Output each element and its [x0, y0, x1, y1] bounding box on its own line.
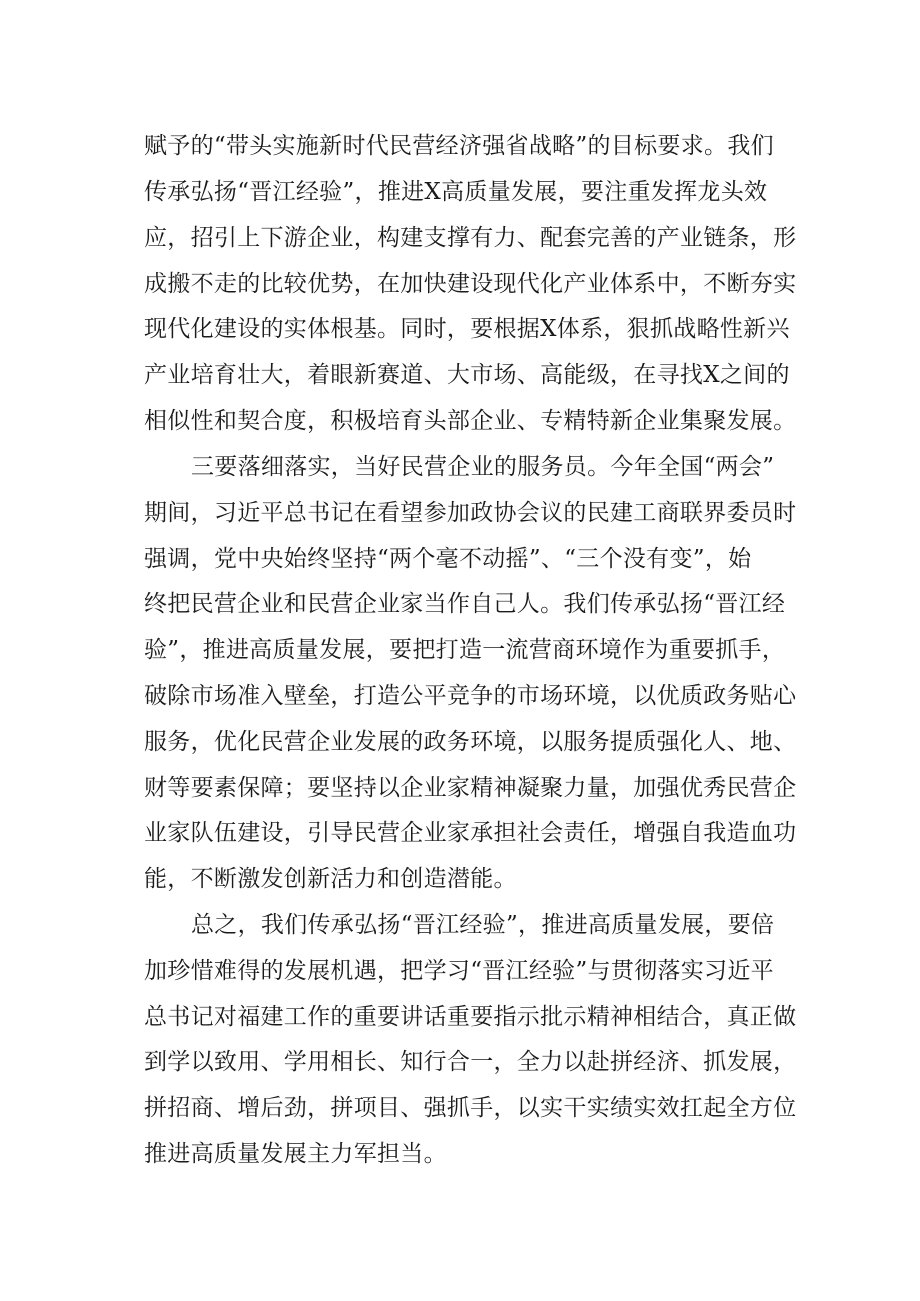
text-line: 到学以致用、学用相长、知行合一，全力以赴拼经济、抓发展，: [144, 1049, 797, 1075]
text-line: 服务，优化民营企业发展的政务环境，以服务提质强化人、地、: [144, 729, 797, 755]
text-line: 赋予的“带头实施新时代民营经济强省战略”的目标要求。我们: [144, 133, 774, 159]
text-line: 终把民营企业和民营企业家当作自己人。我们传承弘扬“晋江经: [144, 591, 786, 617]
text-line: 业家队伍建设，引导民营企业家承担社会责任，增强自我造血功: [144, 820, 797, 846]
paragraph-first-line: 总之，我们传承弘扬“晋江经验”，推进高质量发展，要倍: [191, 912, 775, 938]
text-line: 拼招商、增后劲，拼项目、强抓手，以实干实绩实效扛起全方位: [144, 1095, 797, 1121]
text-line: 推进高质量发展主力军担当。: [144, 1141, 447, 1167]
text-line: 成搬不走的比较优势，在加快建设现代化产业体系中，不断夯实: [144, 271, 797, 297]
text-line: 相似性和契合度，积极培育头部企业、专精特新企业集聚发展。: [144, 408, 797, 434]
text-line: 能，不断激发创新活力和创造潜能。: [144, 866, 517, 892]
text-line: 产业培育壮大，着眼新赛道、大市场、高能级，在寻找X之间的: [144, 362, 790, 388]
text-line: 总书记对福建工作的重要讲话重要指示批示精神相结合，真正做: [144, 1004, 797, 1030]
text-line: 财等要素保障；要坚持以企业家精神凝聚力量，加强优秀民营企: [144, 775, 797, 801]
text-line: 加珍惜难得的发展机遇，把学习“晋江经验”与贯彻落实习近平: [144, 958, 774, 984]
text-line: 应，招引上下游企业，构建支撑有力、配套完善的产业链条，形: [144, 225, 797, 251]
text-line: 传承弘扬“晋江经验”，推进X高质量发展，要注重发挥龙头效: [144, 179, 768, 205]
text-line: 强调，党中央始终坚持“两个毫不动摇”、“三个没有变”，始: [144, 546, 752, 572]
text-line: 验”，推进高质量发展，要把打造一流营商环境作为重要抓手，: [144, 637, 786, 663]
paragraph-first-line: 三要落细落实，当好民营企业的服务员。今年全国“两会”: [191, 454, 775, 480]
text-line: 破除市场准入壁垒，打造公平竞争的市场环境，以优质政务贴心: [144, 683, 797, 709]
text-line: 现代化建设的实体根基。同时，要根据X体系，狠抓战略性新兴: [144, 316, 790, 342]
text-line: 期间，习近平总书记在看望参加政协会议的民建工商联界委员时: [144, 500, 797, 526]
